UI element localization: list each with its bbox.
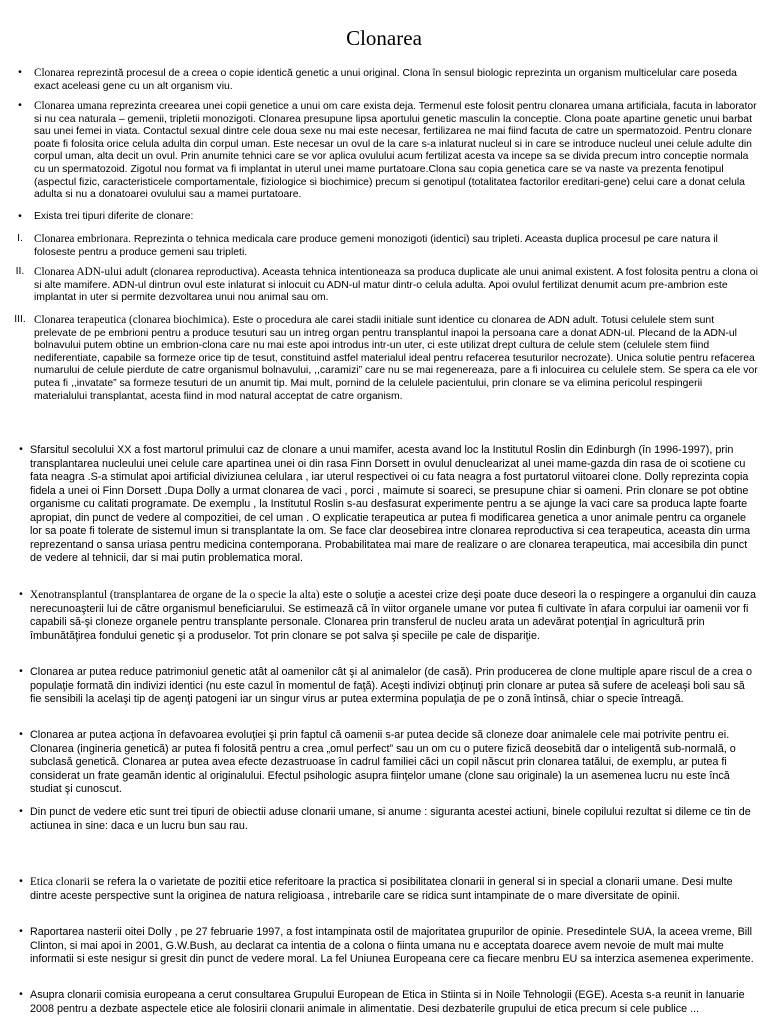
bullet-marker: • — [19, 876, 23, 887]
paragraph-text — [34, 67, 758, 93]
lead-term: Xenotransplantul (transplantarea de organe de la o specie la alta) — [30, 589, 320, 601]
bullet-dolly-history — [8, 444, 758, 566]
roman-marker: II. — [15, 266, 25, 277]
paragraph-text — [34, 100, 758, 202]
lead-term: Clonarea embrionara — [34, 233, 129, 245]
bullet-marker: • — [19, 989, 23, 1000]
bullet-obiectii-etice — [8, 806, 758, 833]
bullet-raportarea-dolly — [8, 926, 758, 967]
bullet-marker: • — [19, 444, 23, 455]
page-title: Clonarea — [346, 26, 422, 50]
lead-term: Clonarea umana — [34, 100, 107, 112]
lead-term: Clonarea ADN-ului — [34, 266, 122, 278]
bullet-xenotransplant — [8, 589, 758, 643]
body-text: Asupra clonarii comisia europeana a cerut consultarea Grupului European de Etica in Stiinta si in Noile Tehnologii (EGE). Acesta s-a reunit in Ianuarie 2008 pentru a dezbate aspectele etice ale folosirii clonarii animale in alimentatie. Desi dezbaterile grupului de etica precum si cele publice ... — [30, 989, 745, 1015]
paragraph-text — [30, 444, 758, 566]
body-text: Raportarea nasterii oitei Dolly , pe 27 februarie 1997, a fost intampinata ostil de majoritatea grupurilor de opinie. Presedintele SUA, la aceea vreme, Bill Clinton, si mai apoi in 2001, G.W.Bush, au declarat ca intentia de a colona o fiinta umana nu e acceptata doarece avem nevoie de mult mai multe informatii si este nesigur si gresit din punct de vedere moral. La fel Uniunea Europeana cere ca fiecare menbru EU sa interzica asemenea experimente. — [30, 926, 754, 965]
bullet-etica-clonarii — [8, 876, 758, 903]
list-item-i — [8, 233, 758, 259]
bullet-marker: • — [19, 806, 23, 817]
paragraph-text — [30, 989, 758, 1016]
lead-term: Clonarea terapeutica (clonarea biochimica). — [34, 314, 230, 326]
body-text: Clonarea ar putea reduce patrimoniul genetic atât al oamenilor cât şi al animalelor (de casă). Prin producerea de clone multiple apare riscul de a crea o populaţie formată din indivizi identici (nu este cazul în momentul de faţă). Aceşti indivizi obţinuţi prin clonare ar putea să sufere de aceleaşi boli sau să fie sensibili la acelaşi tip de agenţi patogeni iar un singur virus ar putea extermina populaţia de pe o zonă întinsă, chiar o specie întreagă. — [30, 666, 752, 705]
bullet-evolutie — [8, 729, 758, 797]
body-text: Clonarea ar putea acţiona în defavoarea evoluţiei şi prin faptul că oamenii s-ar putea decide să cloneze doar animalele cele mai potrivite pentru ei. Clonarea (ingineria genetică) ar putea fi folosită pentru a crea „omul perfect” sau un om cu o putere fizică deosebită dar o inteligentă sub-normală, o subclasă genetică. Clonarea ar putea avea efecte dezastruoase în cadrul familiei căci un copil născut prin clonarea tatălui, de exemplu, ar putea fi considerat un frate geamăn identic al originalului. Efectul psihologic asupra fiinţelor umane (clone sau originale) la un asemenea lucru nu este încă studiat şi cunoscut. — [30, 729, 736, 795]
body-text: Sfarsitul secolului XX a fost martorul primului caz de clonare a unui mamifer, acesta avand loc la Institutul Roslin din Edinburgh (în 1996-1997), prin transplantarea nucleului unei celule care apartinea unei oi din rasa Finn Dorsett in ovulul denuclearizat al unei mame-gazda din rasa de oi scotiene cu fata neagra .S-a stimulat apoi artificial diviziunea celulara , iar uterul respectivei oi cu fata neagra a fost purtatorul viitoarei clone. Dolly reprezinta copia fidela a unei oi Finn Dorsett .Dupa Dolly a urmat clonarea de vaci , porci , maimute si soareci, se presupune chiar si oameni. Prin clonare se pot obtine organisme cu calitati programate. De exemplu , la Institutul Roslin s-au desfasurat experimente pentru a se ajunge la vaci care sa produca lapte foarte apropiat, din punct de vedere al compozitiei, de cel uman . O explicatie terapeutica ar putea fi modificarea genetica a unor animale pentru ca organele lor sa poate fi tolerate de sistemul imun si transplantate la om. Se face clar deosebirea intre clonarea reproductiva si cea terapeutica, aceasta din urma reprezentand o sansa uriasa pentru medicina contemporana. Probabilitatea mai mare de realizare o are clonarea terapeutica, mai accesibila din punct de vedere al tehnicii, dar si mai putin problematica moral. — [30, 444, 751, 564]
bullet-marker: • — [18, 211, 22, 222]
roman-marker: I. — [17, 233, 23, 244]
paragraph-text — [30, 926, 758, 967]
body-text: se refera la o varietate de pozitii etice referitoare la practica si posibilitatea clonarii in general si in special a clonarii umane. Desi multe dintre aceste perspective sunt la originea de natura religioasa , intrebarile care se ridica sunt intampinate de o mare diversitate de opinii. — [30, 876, 733, 902]
paragraph-text — [34, 233, 758, 259]
bullet-comisia-europeana — [8, 989, 758, 1016]
bullet-patrimoniu-genetic — [8, 666, 758, 707]
body-text: reprezinta creearea unei copii genetice a unui om care exista deja. Termenul este folosit pentru clonarea umana artificiala, facuta in laborator si nu cea naturala – gemenii, tripletii monozigoti. Clonarea presupune lipsa aportului genetic masculin la conceptie. Clona poate apartine genetic unui barbat sau unei femei in viata. Contactul sexual dintre cele doua sexe nu mai este necesar, fertilizarea ne mai fiind facuta de catre un spermatozoid. Pentru clonare poate fi folosita orice celula adulta din corpul uman. Este necesar un ovul de la care s-a inlaturat nucleul si in care se introduce nucleul unei celule adulte din corpul uman, alta decit un ovul. Prin anumite tehnici care se vor aplica ovulului acum fertilizat acesta va incepe sa se divida precum intro conceptie normala cu un spermatozoid. Zigotul nou format va fi implantat in uterul unei mame purtatoare.Clona sau copia genetica care se va naste va prezenta fenotipul (aspectul fizic, caracteristicele comportamentale, fiziologice si biochimice) precum si genotipul (totalitatea factorilor ereditari-gene) celui care a donat celula adulta si nu a donatoarei ovulului sau a mamei purtatoare. — [34, 101, 757, 201]
paragraph-text — [30, 666, 758, 707]
body-text: reprezintă procesul de a creea o copie identică genetic a unui original. Clona în sensul biologic reprezinta un organism multicelular care poseda exact aceleasi gene cu un alt organism viu. — [34, 68, 737, 92]
lead-term: Etica clonarii — [30, 876, 90, 888]
bullet-tipuri-clonare — [8, 211, 758, 224]
lead-term: Clonarea — [34, 67, 75, 79]
paragraph-text — [30, 806, 758, 833]
bullet-marker: • — [19, 589, 23, 600]
paragraph-text — [30, 876, 758, 903]
bullet-marker: • — [18, 100, 22, 111]
bullet-marker: • — [19, 926, 23, 937]
body-text: adult (clonarea reproductiva). Aceasta tehnica intentioneaza sa produca duplicate ale unui animal existent. A fost folosita pentru a clona oi si alte mamifere. ADN-ul dintrun ovul este inlaturat si inlocuit cu ADN-ul matur dintr-o celula adulta. Apoi ovulul fertilizat denumit acum pre-ambrion este implantat in uter si permite dezvoltarea unui nou animal sau om. — [34, 267, 758, 304]
body-text: Exista trei tipuri diferite de clonare: — [34, 211, 194, 222]
body-text: Din punct de vedere etic sunt trei tipuri de obiectii aduse clonarii umane, si anume : siguranta acestei actiuni, binele copilului rezultat si dileme ce tin de actiunea in sine: daca e un lucru bun sau rau. — [30, 806, 751, 832]
body-text: Este o procedura ale carei stadii initiale sunt identice cu clonarea de ADN adult. Totusi celulele stem sunt prelevate de pe embrioni pentru a produce tesuturi sau un intreg organ pentru transplantul inapoi la persoana care a donat ADN-ul. Plecand de la ADN-ul bolnavului putem obtine un embrion-clona care nu mai este apoi introdus intr-un uter, ci este utilizat drept cultura de celule stem (celulele stem fiind nediferentiate, capabile sa formeze orice tip de tesut, constituind astfel materialul ideal pentru refacerea tesuturilor necrozate). Unica solutie pentru refacerea numarului de celule pierdute de catre organismul bolnavului, ,,caramizi” care nu se mai regenereaza, pare a fi inlocuirea cu celulele stem. Se spera ca ele vor putea fi ,,invatate” sa formeze tesuturi de un anumit tip. Mai mult, pornind de la celulele pacientului, prin clonare se va elimina pericolul respingerii materialului transplantat, acesta fiind in mod natural acceptat de catre organism. — [34, 315, 758, 402]
paragraph-text — [34, 266, 758, 305]
list-item-iii — [8, 314, 758, 403]
paragraph-text — [34, 314, 758, 403]
paragraph-text — [30, 729, 758, 797]
paragraph-text — [30, 589, 758, 643]
bullet-clonarea-def — [8, 67, 758, 93]
bullet-marker: • — [19, 666, 23, 677]
list-item-ii — [8, 266, 758, 305]
roman-marker: III. — [14, 314, 26, 325]
bullet-marker: • — [18, 67, 22, 78]
bullet-marker: • — [19, 729, 23, 740]
paragraph-text — [34, 211, 758, 224]
body-text: este o soluţie a acestei crize deşi poate duce deseori la o respingere a organului din cauza nerecunoaşterii lui de către organismul beneficiarului. Se estimează că în viitor organele umane vor putea fi cultivate în afara corpului iar oamenii vor fi capabili să-şi cloneze organele pentru transplante personale. Clonarea prin transferul de nucleu arata un adevărat potenţial în agricultură prin îmbunătăţirea fondului genetic şi a produselor. Tot prin clonare se pot salva şi speciile pe cale de dispariţie. — [30, 589, 756, 642]
body-text: . Reprezinta o tehnica medicala care produce gemeni monozigoti (identici) sau tripleti. Aceasta duplica procesul pe care natura il foloseste pentru a produce gemeni sau tripleti. — [34, 234, 718, 258]
bullet-clonarea-umana — [8, 100, 758, 202]
